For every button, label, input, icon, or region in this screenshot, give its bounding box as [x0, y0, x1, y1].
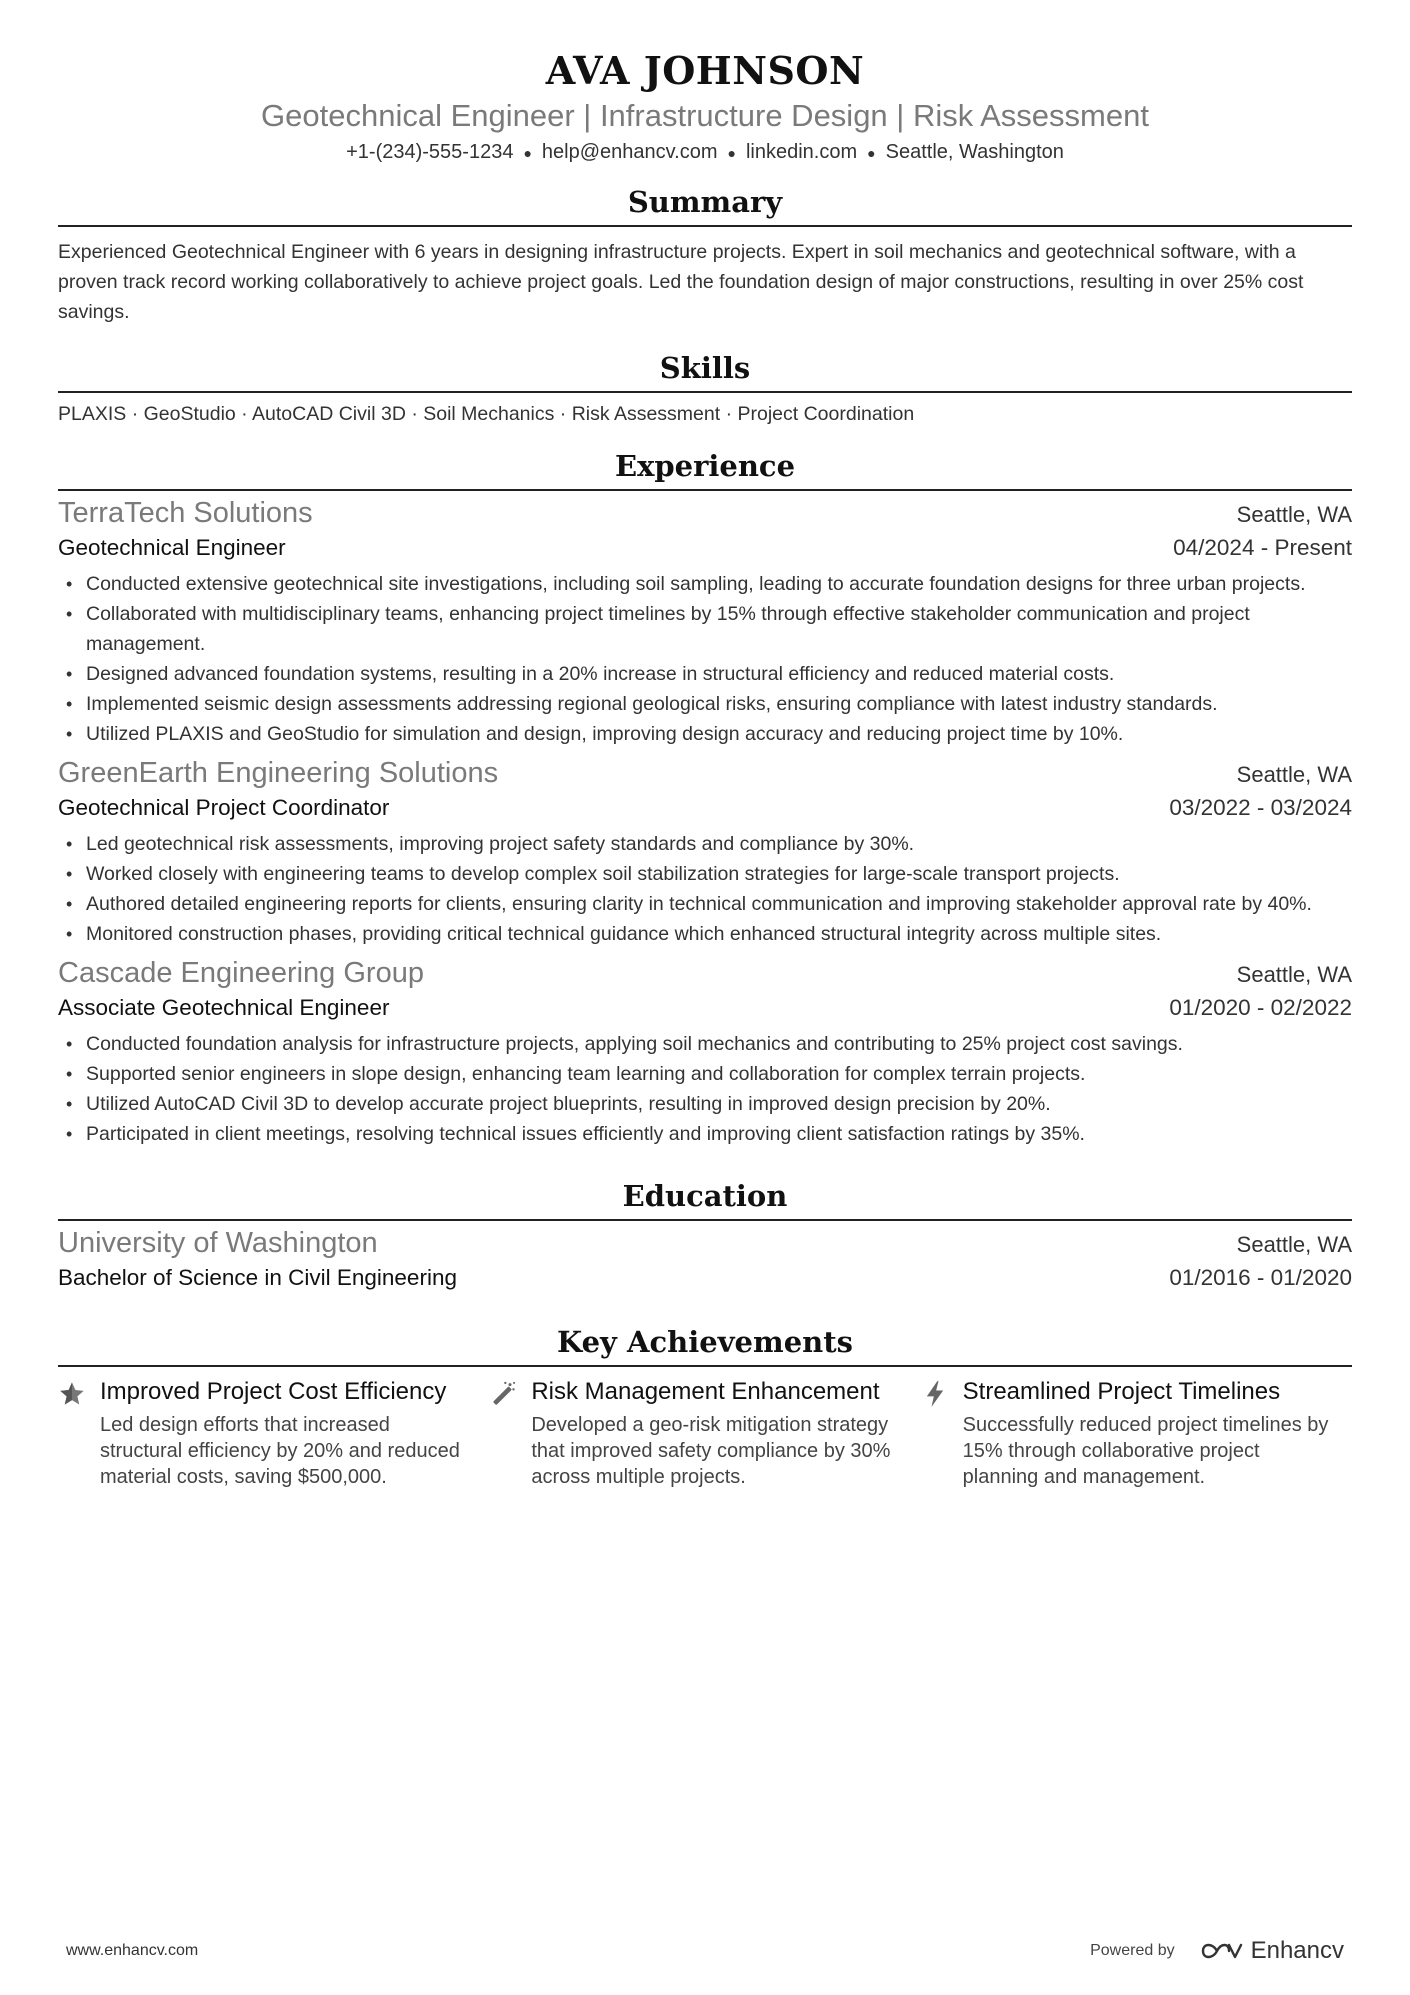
- job-bullets: [58, 829, 1352, 949]
- achievement-title: Risk Management Enhancement: [531, 1377, 880, 1405]
- list-item: • Utilized AutoCAD Civil 3D to develop accurate project blueprints, resulting in improved design precision by 20%.: [58, 1089, 1352, 1119]
- job-location: Seattle, WA: [1236, 961, 1352, 987]
- contact-email[interactable]: help@enhancv.com: [541, 141, 718, 163]
- bullet-separator: ●: [867, 144, 876, 161]
- skills-section: [58, 349, 1352, 429]
- list-item: • Participated in client meetings, resolving technical issues efficiently and improving client satisfaction ratings by 35%.: [58, 1119, 1352, 1149]
- achievement-item: [489, 1377, 920, 1490]
- job-role: Associate Geotechnical Engineer: [58, 994, 390, 1020]
- contact-line: [58, 138, 1352, 167]
- achievement-desc: Led design efforts that increased structural efficiency by 20% and reduced material costs, saving $500,000.: [100, 1413, 460, 1488]
- job-company: TerraTech Solutions: [58, 496, 313, 529]
- footer-branding: [1090, 1937, 1344, 1965]
- list-item: • Worked closely with engineering teams to develop complex soil stabilization strategies for large-scale transport projects.: [58, 859, 1352, 889]
- contact-linkedin[interactable]: linkedin.com: [745, 141, 858, 163]
- brand-name: Enhancv: [1250, 1937, 1344, 1964]
- bullet-separator: ●: [727, 144, 736, 161]
- achievement-title: Streamlined Project Timelines: [962, 1377, 1281, 1405]
- education-degree: Bachelor of Science in Civil Engineering: [58, 1264, 457, 1290]
- list-item: • Collaborated with multidisciplinary teams, enhancing project timelines by 15% through effective stakeholder communication and project management.: [58, 599, 1352, 659]
- education-dates: 01/2016 - 01/2020: [1169, 1264, 1352, 1290]
- job-bullets: [58, 569, 1352, 749]
- achievement-desc: Developed a geo-risk mitigation strategy that improved safety compliance by 30% across multiple projects.: [531, 1413, 891, 1488]
- job-entry: [58, 955, 1352, 1149]
- summary-section: [58, 183, 1352, 327]
- list-item: • Utilized PLAXIS and GeoStudio for simulation and design, improving design accuracy and reducing project time by 10%.: [58, 719, 1352, 749]
- job-company: Cascade Engineering Group: [58, 956, 424, 989]
- achievement-item: [921, 1377, 1352, 1490]
- list-item: • Led geotechnical risk assessments, improving project safety standards and compliance by 30%.: [58, 829, 1352, 859]
- job-role: Geotechnical Project Coordinator: [58, 794, 390, 820]
- job-role: Geotechnical Engineer: [58, 534, 286, 560]
- job-bullets: [58, 1029, 1352, 1149]
- section-divider: [58, 1219, 1352, 1221]
- job-location: Seattle, WA: [1236, 761, 1352, 787]
- star-icon: [58, 1377, 100, 1490]
- job-dates: 04/2024 - Present: [1173, 534, 1352, 560]
- list-item: • Monitored construction phases, providing critical technical guidance which enhanced structural integrity across multiple sites.: [58, 919, 1352, 949]
- list-item: • Implemented seismic design assessments addressing regional geological risks, ensuring compliance with latest industry standards.: [58, 689, 1352, 719]
- education-entry: [58, 1225, 1352, 1295]
- list-item: • Conducted extensive geotechnical site investigations, including soil sampling, leading to accurate foundation designs for three urban projects.: [58, 569, 1352, 599]
- skills-list: PLAXIS · GeoStudio · AutoCAD Civil 3D · Soil Mechanics · Risk Assessment · Project Coordination: [58, 402, 915, 425]
- magic-wand-icon: [489, 1377, 531, 1490]
- achievements-grid: [58, 1377, 1352, 1490]
- job-dates: 01/2020 - 02/2022: [1169, 994, 1352, 1020]
- bullet-separator: ●: [523, 144, 532, 161]
- section-title-achievements: Key Achievements: [557, 1324, 853, 1359]
- page-footer: [66, 1937, 1344, 1965]
- contact-phone: +1-(234)-555-1234: [346, 141, 514, 163]
- candidate-name: AVA JOHNSON: [545, 48, 865, 93]
- powered-by-label: Powered by: [1090, 1942, 1175, 1959]
- summary-text: Experienced Geotechnical Engineer with 6 years in designing infrastructure projects. Expert in soil mechanics and geotechnical software, with a proven track record working collaboratively to achieve project goals. Led the foundation design of major constructions, resulting in over 25% cost savings.: [58, 240, 1304, 323]
- resume-header: [58, 48, 1352, 167]
- list-item: • Designed advanced foundation systems, resulting in a 20% increase in structural efficiency and reduced material costs.: [58, 659, 1352, 689]
- brand-logo[interactable]: [1199, 1937, 1344, 1965]
- candidate-headline: Geotechnical Engineer | Infrastructure Design | Risk Assessment: [261, 98, 1149, 133]
- list-item: • Supported senior engineers in slope design, enhancing team learning and collaboration for complex terrain projects.: [58, 1059, 1352, 1089]
- lightning-icon: [921, 1377, 963, 1490]
- education-school: University of Washington: [58, 1226, 378, 1259]
- achievement-desc: Successfully reduced project timelines by 15% through collaborative project planning and management.: [962, 1413, 1329, 1488]
- job-entry: [58, 755, 1352, 949]
- footer-url[interactable]: www.enhancv.com: [66, 1942, 199, 1959]
- contact-location: Seattle, Washington: [885, 141, 1064, 163]
- list-item: • Conducted foundation analysis for infrastructure projects, applying soil mechanics and contributing to 25% project cost savings.: [58, 1029, 1352, 1059]
- job-dates: 03/2022 - 03/2024: [1169, 794, 1352, 820]
- achievements-section: [58, 1323, 1352, 1490]
- section-divider: [58, 391, 1352, 393]
- section-title-skills: Skills: [659, 350, 751, 385]
- job-company: GreenEarth Engineering Solutions: [58, 756, 499, 789]
- section-title-education: Education: [622, 1178, 788, 1213]
- experience-section: [58, 447, 1352, 1149]
- section-title-summary: Summary: [627, 184, 783, 219]
- list-item: • Authored detailed engineering reports for clients, ensuring clarity in technical communication and improving stakeholder approval rate by 40%.: [58, 889, 1352, 919]
- education-section: [58, 1177, 1352, 1295]
- job-entry: [58, 495, 1352, 749]
- achievement-title: Improved Project Cost Efficiency: [100, 1377, 447, 1405]
- section-title-experience: Experience: [614, 448, 796, 483]
- job-location: Seattle, WA: [1236, 501, 1352, 527]
- section-divider: [58, 1365, 1352, 1367]
- section-divider: [58, 225, 1352, 227]
- enhancv-logo-icon: [1199, 1939, 1243, 1963]
- education-location: Seattle, WA: [1236, 1231, 1352, 1257]
- section-divider: [58, 489, 1352, 491]
- achievement-item: [58, 1377, 489, 1490]
